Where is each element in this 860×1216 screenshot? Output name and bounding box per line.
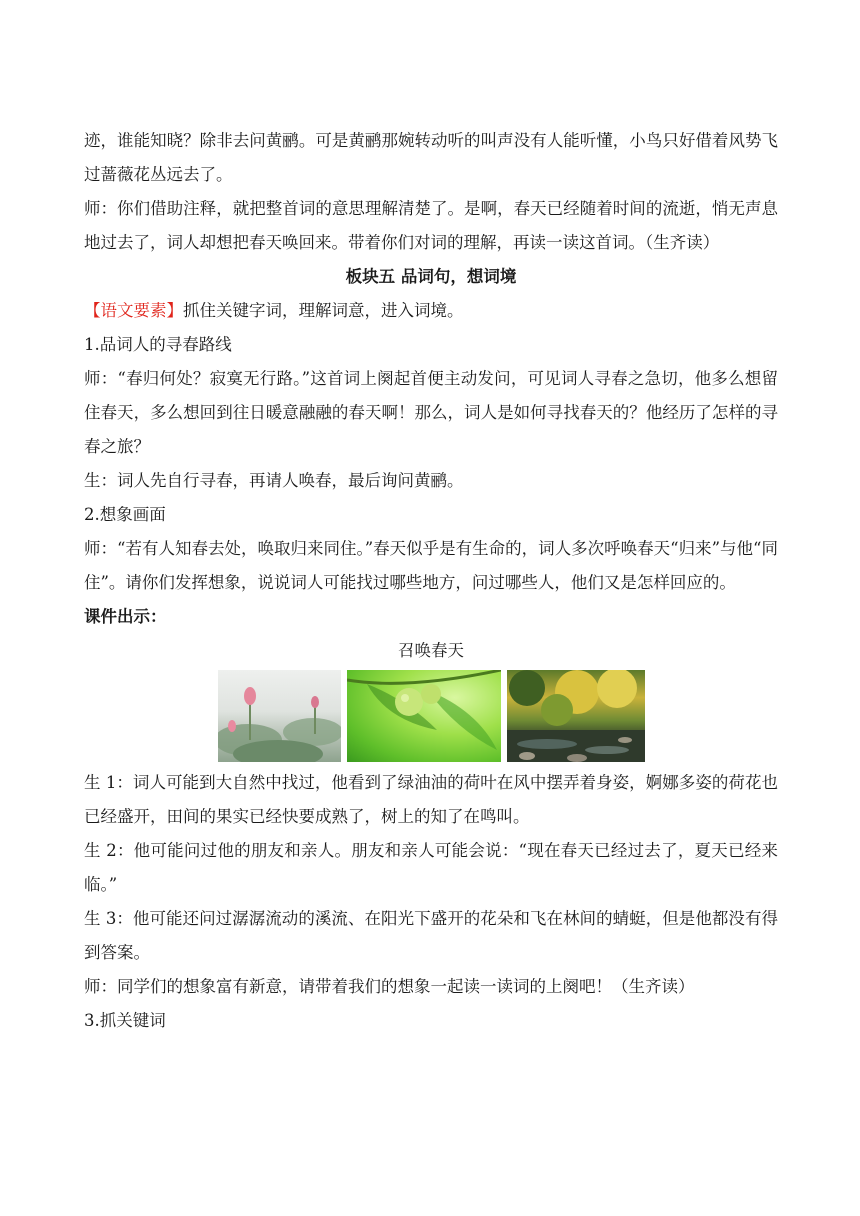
paragraph: 师：“春归何处？寂寞无行路。”这首词上阕起首便主动发问，可见词人寻春之急切，他多么想留住春天，多么想回到往日暖意融融的春天啊！那么，词人是如何寻找春天的？他经历了怎样的寻春之旅？ (84, 369, 778, 456)
green-fruit-image (347, 670, 501, 762)
lotus-image (218, 670, 341, 762)
paragraph: 生：词人先自行寻春，再请人唤春，最后询问黄鹂。 (84, 471, 464, 490)
document-page (84, 124, 778, 1038)
element-text: 抓住关键字词，理解词意，进入词境。 (183, 301, 464, 320)
subheading: 1.品词人的寻春路线 (84, 335, 232, 354)
element-label: 【语文要素】 (84, 301, 183, 320)
courseware-label: 课件出示： (84, 607, 167, 626)
paragraph: 师：同学们的想象富有新意，请带着我们的想象一起读一读词的上阕吧！（生齐读） (84, 977, 695, 996)
forest-stream-image (507, 670, 645, 762)
subheading: 2.想象画面 (84, 505, 166, 524)
element-line (84, 294, 778, 328)
paragraph: 生 2：他可能问过他的朋友和亲人。朋友和亲人可能会说：“现在春天已经过去了，夏天已经来临。” (84, 841, 778, 894)
subheading: 3.抓关键词 (84, 1011, 166, 1030)
section-heading: 板块五 品词句，想词境 (345, 267, 517, 286)
paragraph: 师：“若有人知春去处，唤取归来同住。”春天似乎是有生命的，词人多次呼唤春天“归来”与他“同住”。请你们发挥想象，说说词人可能找过哪些地方，问过哪些人，他们又是怎样回应的。 (84, 539, 778, 592)
image-row (84, 670, 778, 762)
paragraph: 生 3：他可能还问过潺潺流动的溪流、在阳光下盛开的花朵和飞在林间的蜻蜓，但是他都没有得到答案。 (84, 909, 778, 962)
image-caption: 召唤春天 (398, 641, 464, 660)
paragraph: 师：你们借助注释，就把整首词的意思理解清楚了。是啊，春天已经随着时间的流逝，悄无声息地过去了，词人却想把春天唤回来。带着你们对词的理解，再读一读这首词。（生齐读） (84, 199, 778, 252)
paragraph: 生 1：词人可能到大自然中找过，他看到了绿油油的荷叶在风中摆弄着身姿，婀娜多姿的荷花也已经盛开，田间的果实已经快要成熟了，树上的知了在鸣叫。 (84, 773, 778, 826)
paragraph: 迹，谁能知晓？除非去问黄鹂。可是黄鹂那婉转动听的叫声没有人能听懂，小鸟只好借着风势飞过蔷薇花丛远去了。 (84, 131, 778, 184)
